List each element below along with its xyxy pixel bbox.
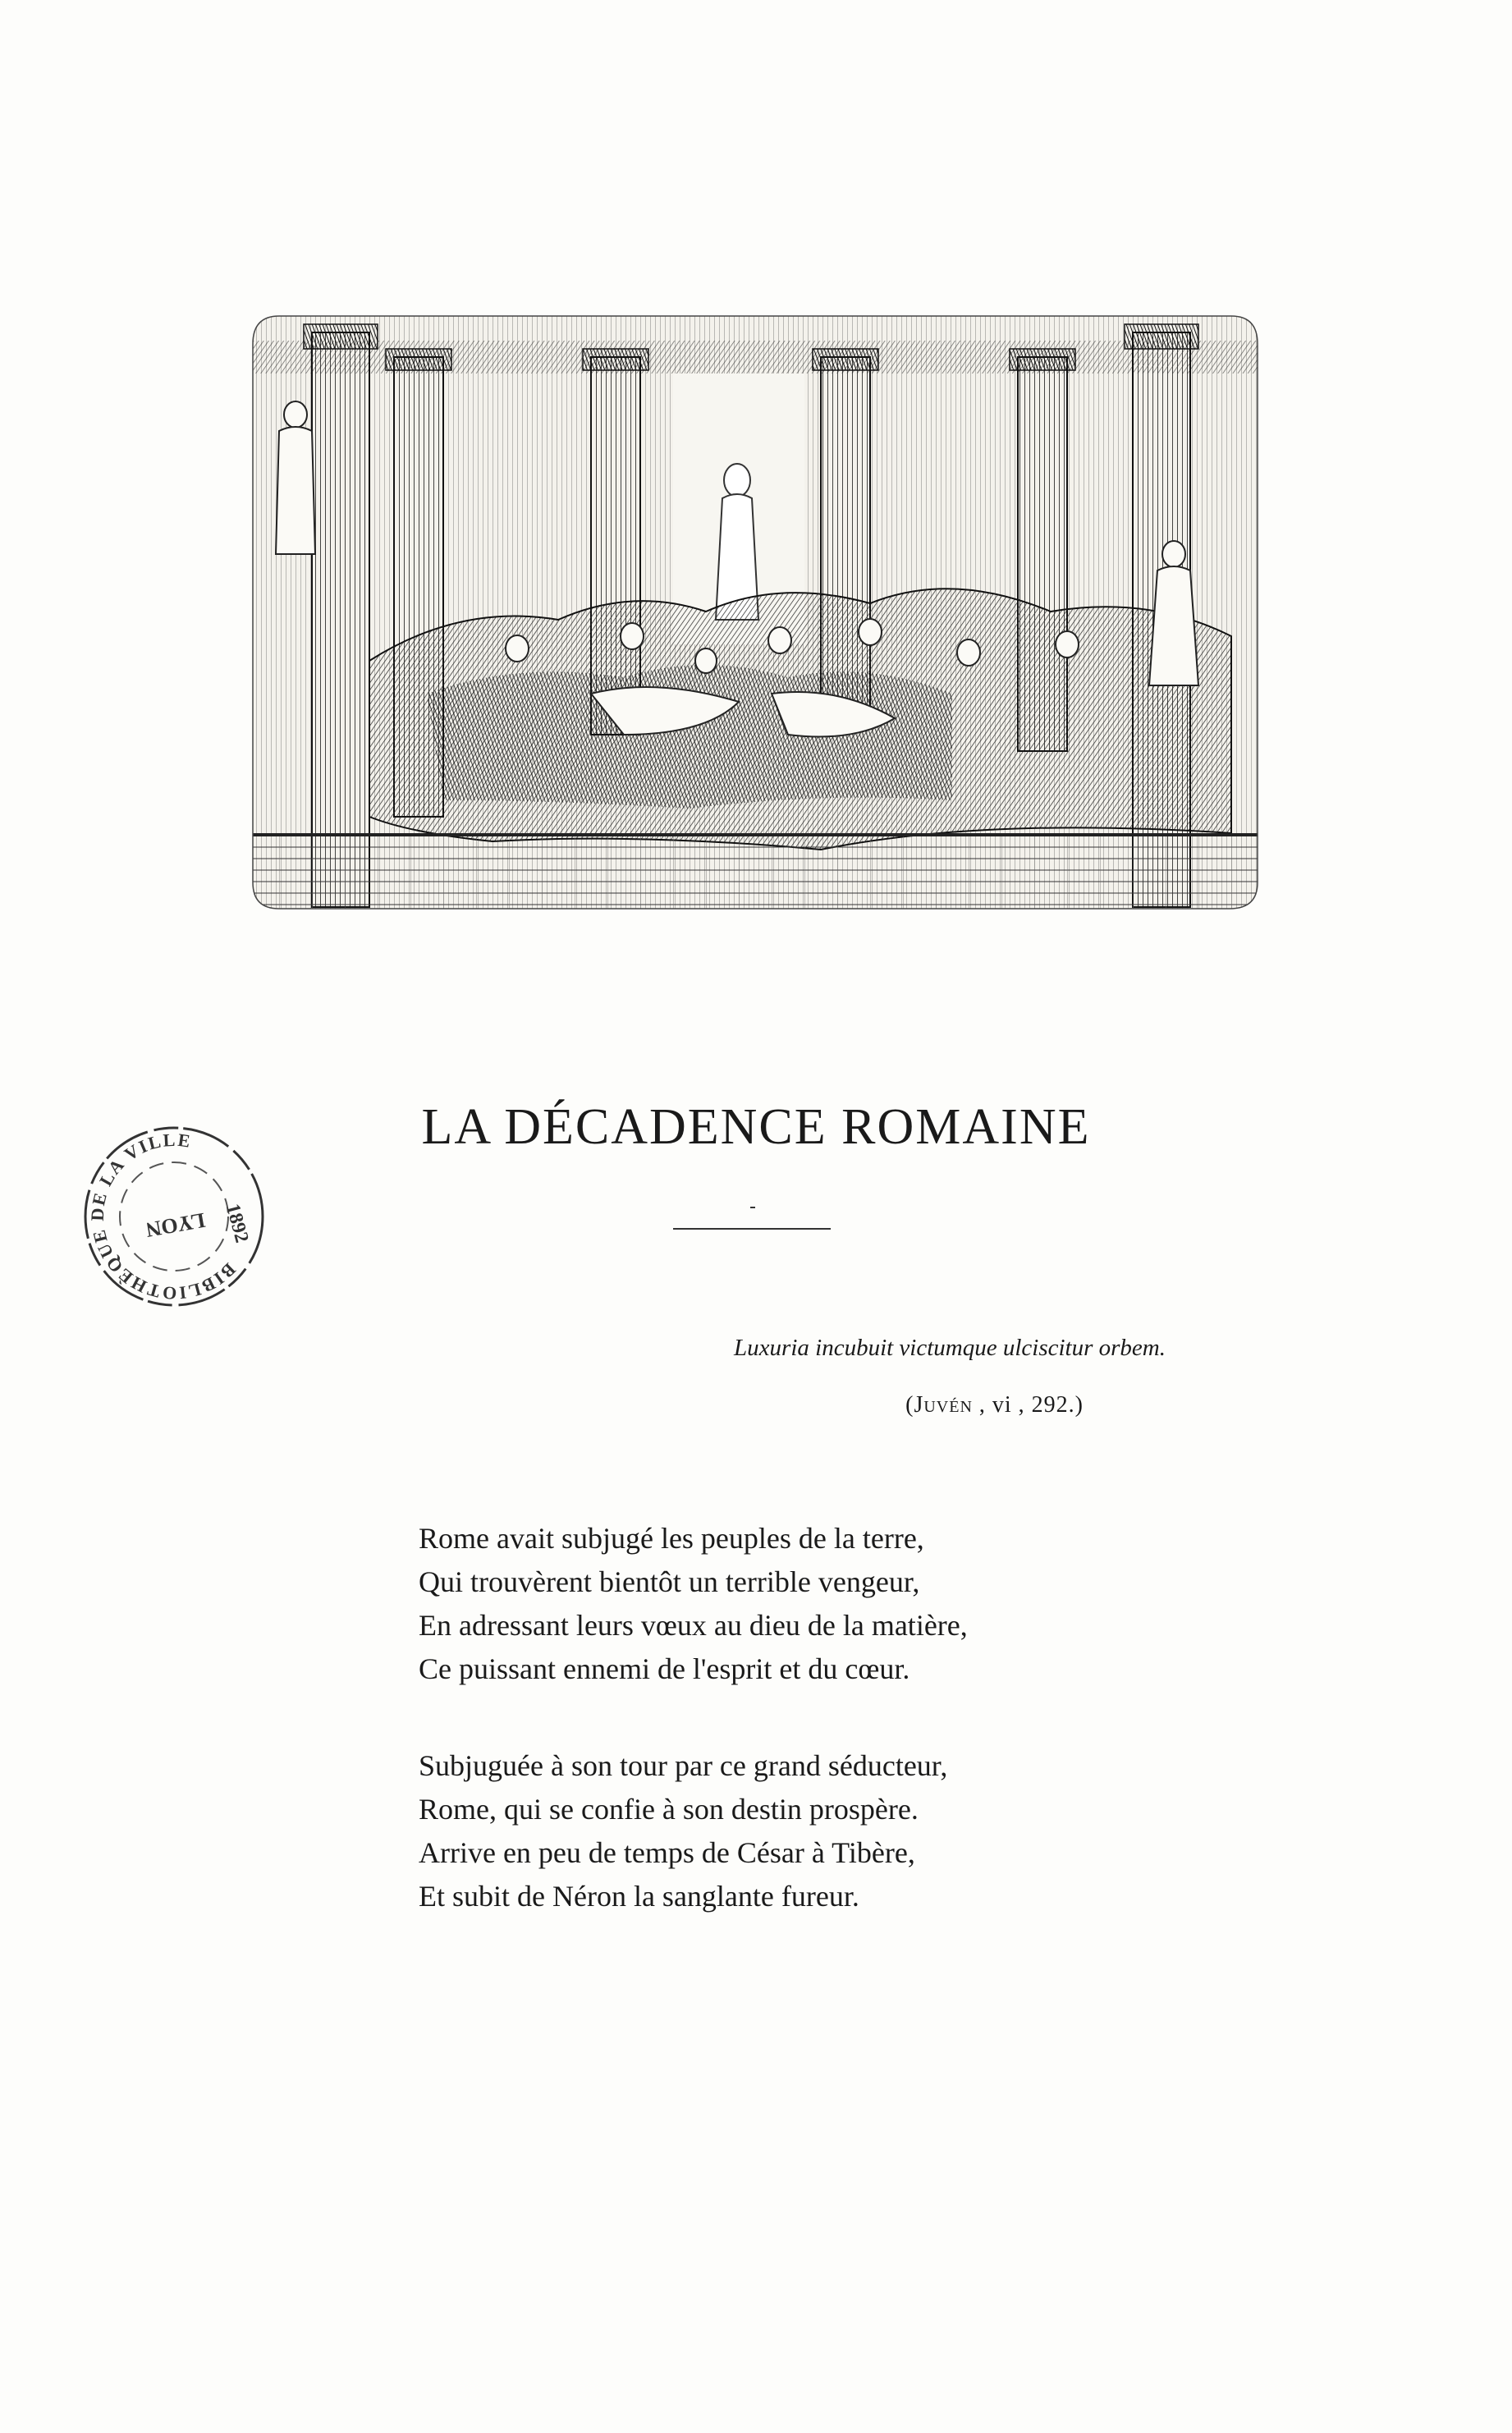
stanza-2 bbox=[419, 1744, 1322, 1918]
svg-text:BIBLIOTHÈQUE DE LA VILLE: BIBLIOTHÈQUE DE LA VILLE bbox=[86, 1129, 241, 1304]
verse-line: En adressant leurs vœux au dieu de la matière, bbox=[419, 1609, 968, 1642]
verse-line: Ce puissant ennemi de l'esprit et du cœur. bbox=[419, 1652, 910, 1685]
verse-line: Subjuguée à son tour par ce grand séducteur, bbox=[419, 1749, 948, 1782]
svg-text:LYON: LYON bbox=[144, 1207, 208, 1242]
engraving-illustration bbox=[246, 308, 1264, 915]
verse-line: Qui trouvèrent bientôt un terrible vengeur, bbox=[419, 1565, 920, 1598]
title-rule bbox=[673, 1228, 831, 1230]
verse-line: Rome, qui se confie à son destin prospère. bbox=[419, 1793, 919, 1826]
page-title: LA DÉCADENCE ROMAINE bbox=[421, 1099, 1091, 1155]
citation-author: Juvén bbox=[914, 1392, 973, 1418]
citation-open: ( bbox=[905, 1392, 914, 1418]
stanza-1 bbox=[419, 1517, 1322, 1691]
verse-line: Et subit de Néron la sanglante fureur. bbox=[419, 1880, 859, 1913]
verse-line: Rome avait subjugé les peuples de la terre, bbox=[419, 1522, 924, 1555]
verse-line: Arrive en peu de temps de César à Tibère, bbox=[419, 1836, 915, 1869]
title-ornament-dot bbox=[750, 1207, 755, 1208]
epigraph-quote: Luxuria incubuit victumque ulciscitur orbem. bbox=[734, 1335, 1166, 1361]
citation-reference: , vi , 292.) bbox=[972, 1392, 1084, 1418]
epigraph-citation bbox=[657, 1392, 1084, 1418]
svg-text:1892: 1892 bbox=[221, 1201, 253, 1245]
